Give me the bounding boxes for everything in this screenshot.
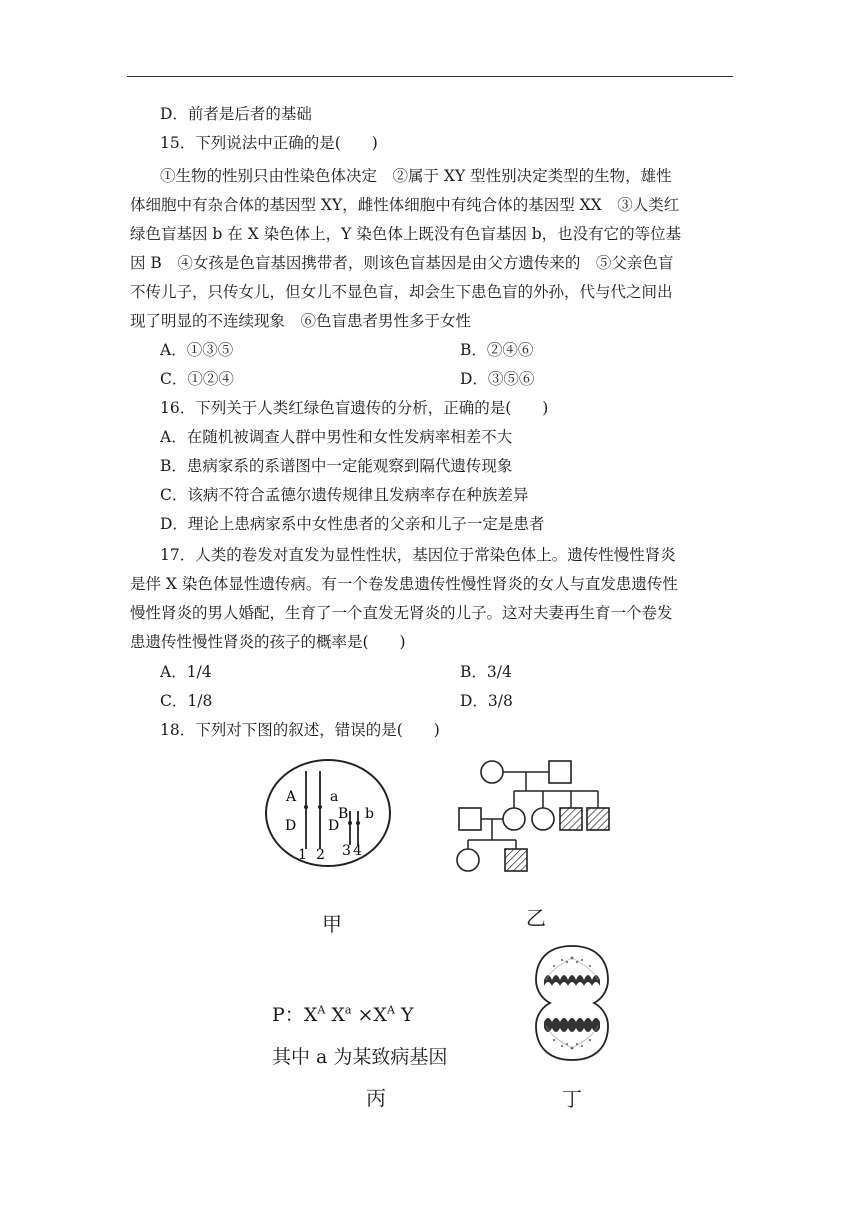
q17-text-line: 是伴 X 染色体显性遗传病。有一个卷发患遗传性慢性肾炎的女人与直发患遗传性 [130,575,678,593]
q16-option-a: A．在随机被调查人群中男性和女性发病率相差不大 [160,428,513,446]
pedigree-female [457,849,479,871]
figure-label-yi: 乙 [526,906,546,930]
cross-y-chromosome: Y [400,1004,414,1026]
chromosome-number: 1 [298,847,307,863]
cross-colon: ： [284,1004,304,1026]
cross-p: P [272,1004,285,1026]
q16-stem: 16．下列关于人类红绿色盲遗传的分析，正确的是( ) [160,399,549,417]
cross-allele: a [344,1003,352,1017]
cross-x-chromosome: X [331,1004,345,1026]
q15-option-b: B．②④⑥ [460,341,534,359]
q18-stem: 18．下列对下图的叙述，错误的是( ) [160,721,440,739]
q17-option-c: C．1/8 [160,692,213,710]
gene-label-b: b [365,806,374,822]
chromosome-number: 2 [316,847,325,863]
q15-text-line: 绿色盲基因 b 在 X 染色体上，Y 染色体上既没有色盲基因 b，也没有它的等位基 [130,225,682,243]
q17-option-b: B．3/4 [460,663,512,681]
gene-label-A: A [286,789,297,805]
q15-option-a: A．①③⑤ [160,341,234,359]
pedigree-female [532,808,554,830]
header-rule [127,76,733,77]
q15-text-line: 因 B ④女孩是色盲基因携带者，则该色盲基因是由父方遗传来的 ⑤父亲色盲 [130,254,674,272]
q17-text-line: 慢性肾炎的男人婚配，生育了一个直发无肾炎的儿子。这对夫妻再生育一个卷发 [130,604,673,622]
cross-note: 其中 a 为某致病基因 [272,1046,448,1068]
pedigree-affected-male [587,808,609,830]
cross-x-chromosome: X [373,1004,387,1026]
q15-option-c: C．①②④ [160,370,234,388]
cross-allele: A [386,1003,395,1017]
q16-option-d: D．理论上患病家系中女性患者的父亲和儿子一定是患者 [160,515,545,533]
chromosome-number: 3 [342,843,351,859]
cross-x-chromosome: X [303,1004,318,1026]
gene-label-D: D [285,818,297,834]
q16-option-b: B．患病家系的系谱图中一定能观察到隔代遗传现象 [160,457,513,475]
figure-label-jia: 甲 [322,912,342,936]
cross-allele: A [317,1003,326,1017]
q15-option-d: D．③⑤⑥ [460,370,535,388]
pedigree-figure [450,757,620,875]
pedigree-female [481,761,503,783]
q14-option-d: D．前者是后者的基础 [160,105,312,123]
chromosome-number: 4 [353,843,362,859]
q15-stem: 15．下列说法中正确的是( ) [160,134,378,152]
gene-label-D: D [328,818,340,834]
cross-notation [272,1000,413,1027]
q17-option-a: A．1/4 [160,663,212,681]
gene-label-a: a [330,789,339,805]
cross-times: × [357,1004,374,1026]
dividing-cell-figure [532,942,612,1064]
gene-label-B: B [338,806,349,822]
pedigree-male [549,761,571,783]
q15-text-line: ①生物的性别只由性染色体决定 ②属于 XY 型性别决定类型的生物，雄性 [160,167,672,185]
q17-option-d: D．3/8 [460,692,513,710]
cell-chromosome-figure [262,757,394,869]
figure-label-ding: 丁 [562,1087,582,1111]
q17-text-line: 患遗传性慢性肾炎的孩子的概率是( ) [130,633,406,651]
q15-text-line: 体细胞中有杂合体的基因型 XY，雌性体细胞中有纯合体的基因型 XX ③人类红 [130,196,680,214]
q17-text-line: 17．人类的卷发对直发为显性性状，基因位于常染色体上。遗传性慢性肾炎 [160,546,676,564]
pedigree-male [459,808,481,830]
pedigree-affected-male [505,849,527,871]
figure-label-bing: 丙 [366,1086,386,1110]
pedigree-affected-male [560,808,582,830]
q15-text-line: 现了明显的不连续现象 ⑥色盲患者男性多于女性 [130,312,472,330]
q16-option-c: C．该病不符合孟德尔遗传规律且发病率存在种族差异 [160,486,529,504]
pedigree-female [503,808,525,830]
q15-text-line: 不传儿子，只传女儿，但女儿不显色盲，却会生下患色盲的外孙，代与代之间出 [130,283,673,301]
